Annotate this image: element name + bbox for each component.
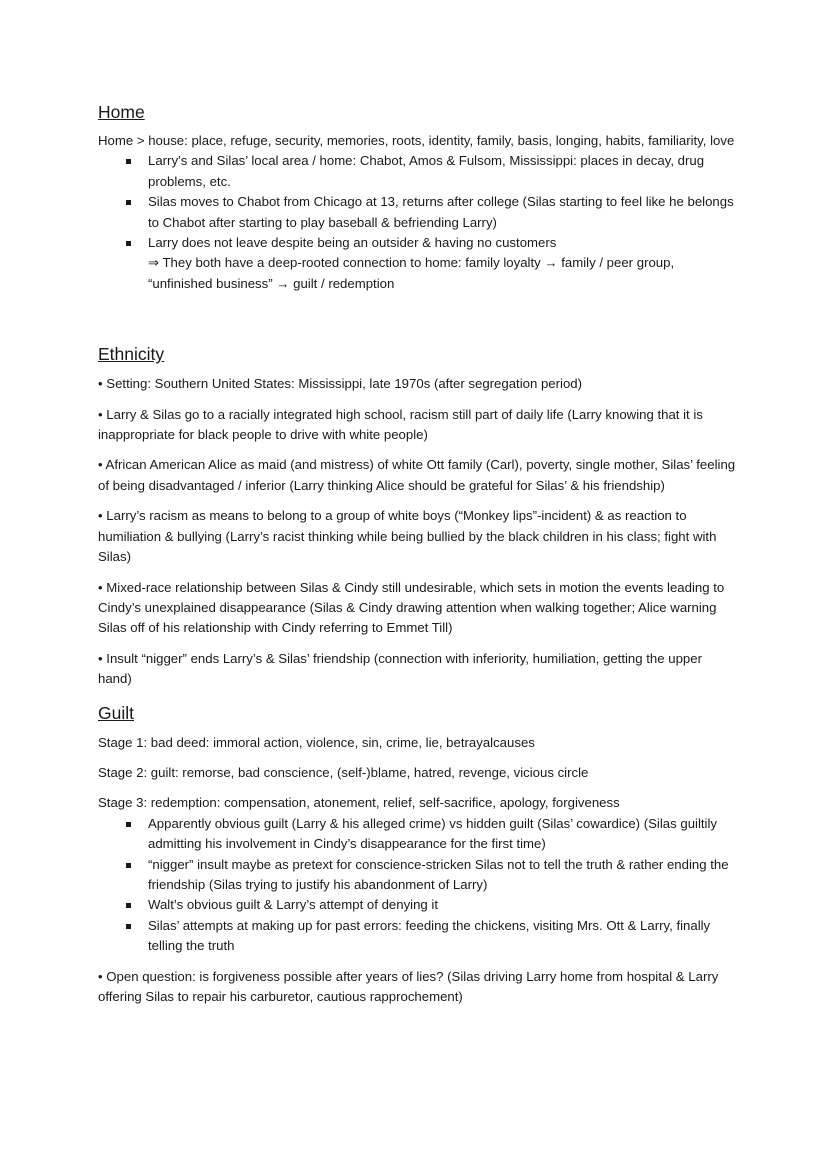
document-page	[98, 100, 738, 1007]
home-list	[98, 151, 738, 294]
list-item: “nigger” insult maybe as pretext for conscience-stricken Silas not to tell the truth & rather ending the friendship (Silas trying to justify his abandonment of Larry)	[98, 855, 738, 896]
list-item: Apparently obvious guilt (Larry & his alleged crime) vs hidden guilt (Silas’ cowardice) (Silas guiltily admitting his involvement in Cindy’s disappearance for the first time)	[98, 814, 738, 855]
list-item: Silas moves to Chabot from Chicago at 13, returns after college (Silas starting to feel like he belongs to Chabot after starting to play baseball & befriending Larry)	[98, 192, 738, 233]
list-item-text: Larry does not leave despite being an outsider & having no customers	[148, 235, 557, 251]
list-item: Silas’ attempts at making up for past errors: feeding the chickens, visiting Mrs. Ott & Larry, finally telling the truth	[98, 916, 738, 957]
ethnicity-point: • Larry’s racism as means to belong to a group of white boys (“Monkey lips”-incident) & as reaction to humiliation & bullying (Larry’s racist thinking while being bullied by the black children in his class; fight with Silas)	[98, 508, 717, 565]
home-intro: Home > house: place, refuge, security, memories, roots, identity, family, basis, longing, habits, familiarity, love	[98, 133, 735, 148]
ethnicity-section	[98, 342, 738, 689]
ethnicity-point: • Larry & Silas go to a racially integrated high school, racism still part of daily life (Larry knowing that it is inappropriate for black people to drive with white people)	[98, 406, 703, 443]
ethnicity-points	[98, 374, 738, 689]
home-conclusion: ⇒ They both have a deep-rooted connection to home: family loyalty → family / peer group, “unfinished business” → guilt / redemption	[148, 255, 675, 291]
home-section	[98, 100, 738, 294]
list-item: Walt’s obvious guilt & Larry’s attempt of denying it	[98, 895, 738, 915]
home-heading: Home	[98, 102, 145, 122]
stage-line: Stage 3: redemption: compensation, atonement, relief, self-sacrifice, apology, forgiveness	[98, 795, 620, 811]
stage-line: Stage 1: bad deed: immoral action, violence, sin, crime, lie, betrayalcauses	[98, 734, 535, 750]
ethnicity-heading: Ethnicity	[98, 344, 165, 365]
ethnicity-point: • Mixed-race relationship between Silas & Cindy still undesirable, which sets in motion the events leading to Cindy’s unexplained disappearance (Silas & Cindy drawing attention when walking together; Alice warning Silas off of his relationship with Cindy referring to Emmet Till)	[98, 579, 725, 636]
stage-line: Stage 2: guilt: remorse, bad conscience, (self-)blame, hatred, revenge, vicious circle	[98, 764, 589, 780]
guilt-list	[98, 814, 738, 957]
list-item	[98, 233, 738, 294]
list-item: Larry’s and Silas’ local area / home: Chabot, Amos & Fulsom, Mississippi: places in decay, drug problems, etc.	[98, 151, 738, 192]
ethnicity-point: • Setting: Southern United States: Mississippi, late 1970s (after segregation period)	[98, 376, 583, 392]
guilt-stages	[98, 733, 738, 814]
open-question: • Open question: is forgiveness possible after years of lies? (Silas driving Larry home from hospital & Larry offering Silas to repair his carburetor, cautious rapprochement)	[98, 968, 719, 1004]
guilt-section	[98, 701, 738, 1008]
guilt-heading: Guilt	[98, 702, 134, 723]
ethnicity-point: • Insult “nigger” ends Larry’s & Silas’ friendship (connection with inferiority, humiliation, getting the upper hand)	[98, 650, 702, 687]
ethnicity-point: • African American Alice as maid (and mistress) of white Ott family (Carl), poverty, single mother, Silas’ feeling of being disadvantaged / inferior (Larry thinking Alice should be grateful for Silas’ & his friendship)	[98, 457, 736, 493]
